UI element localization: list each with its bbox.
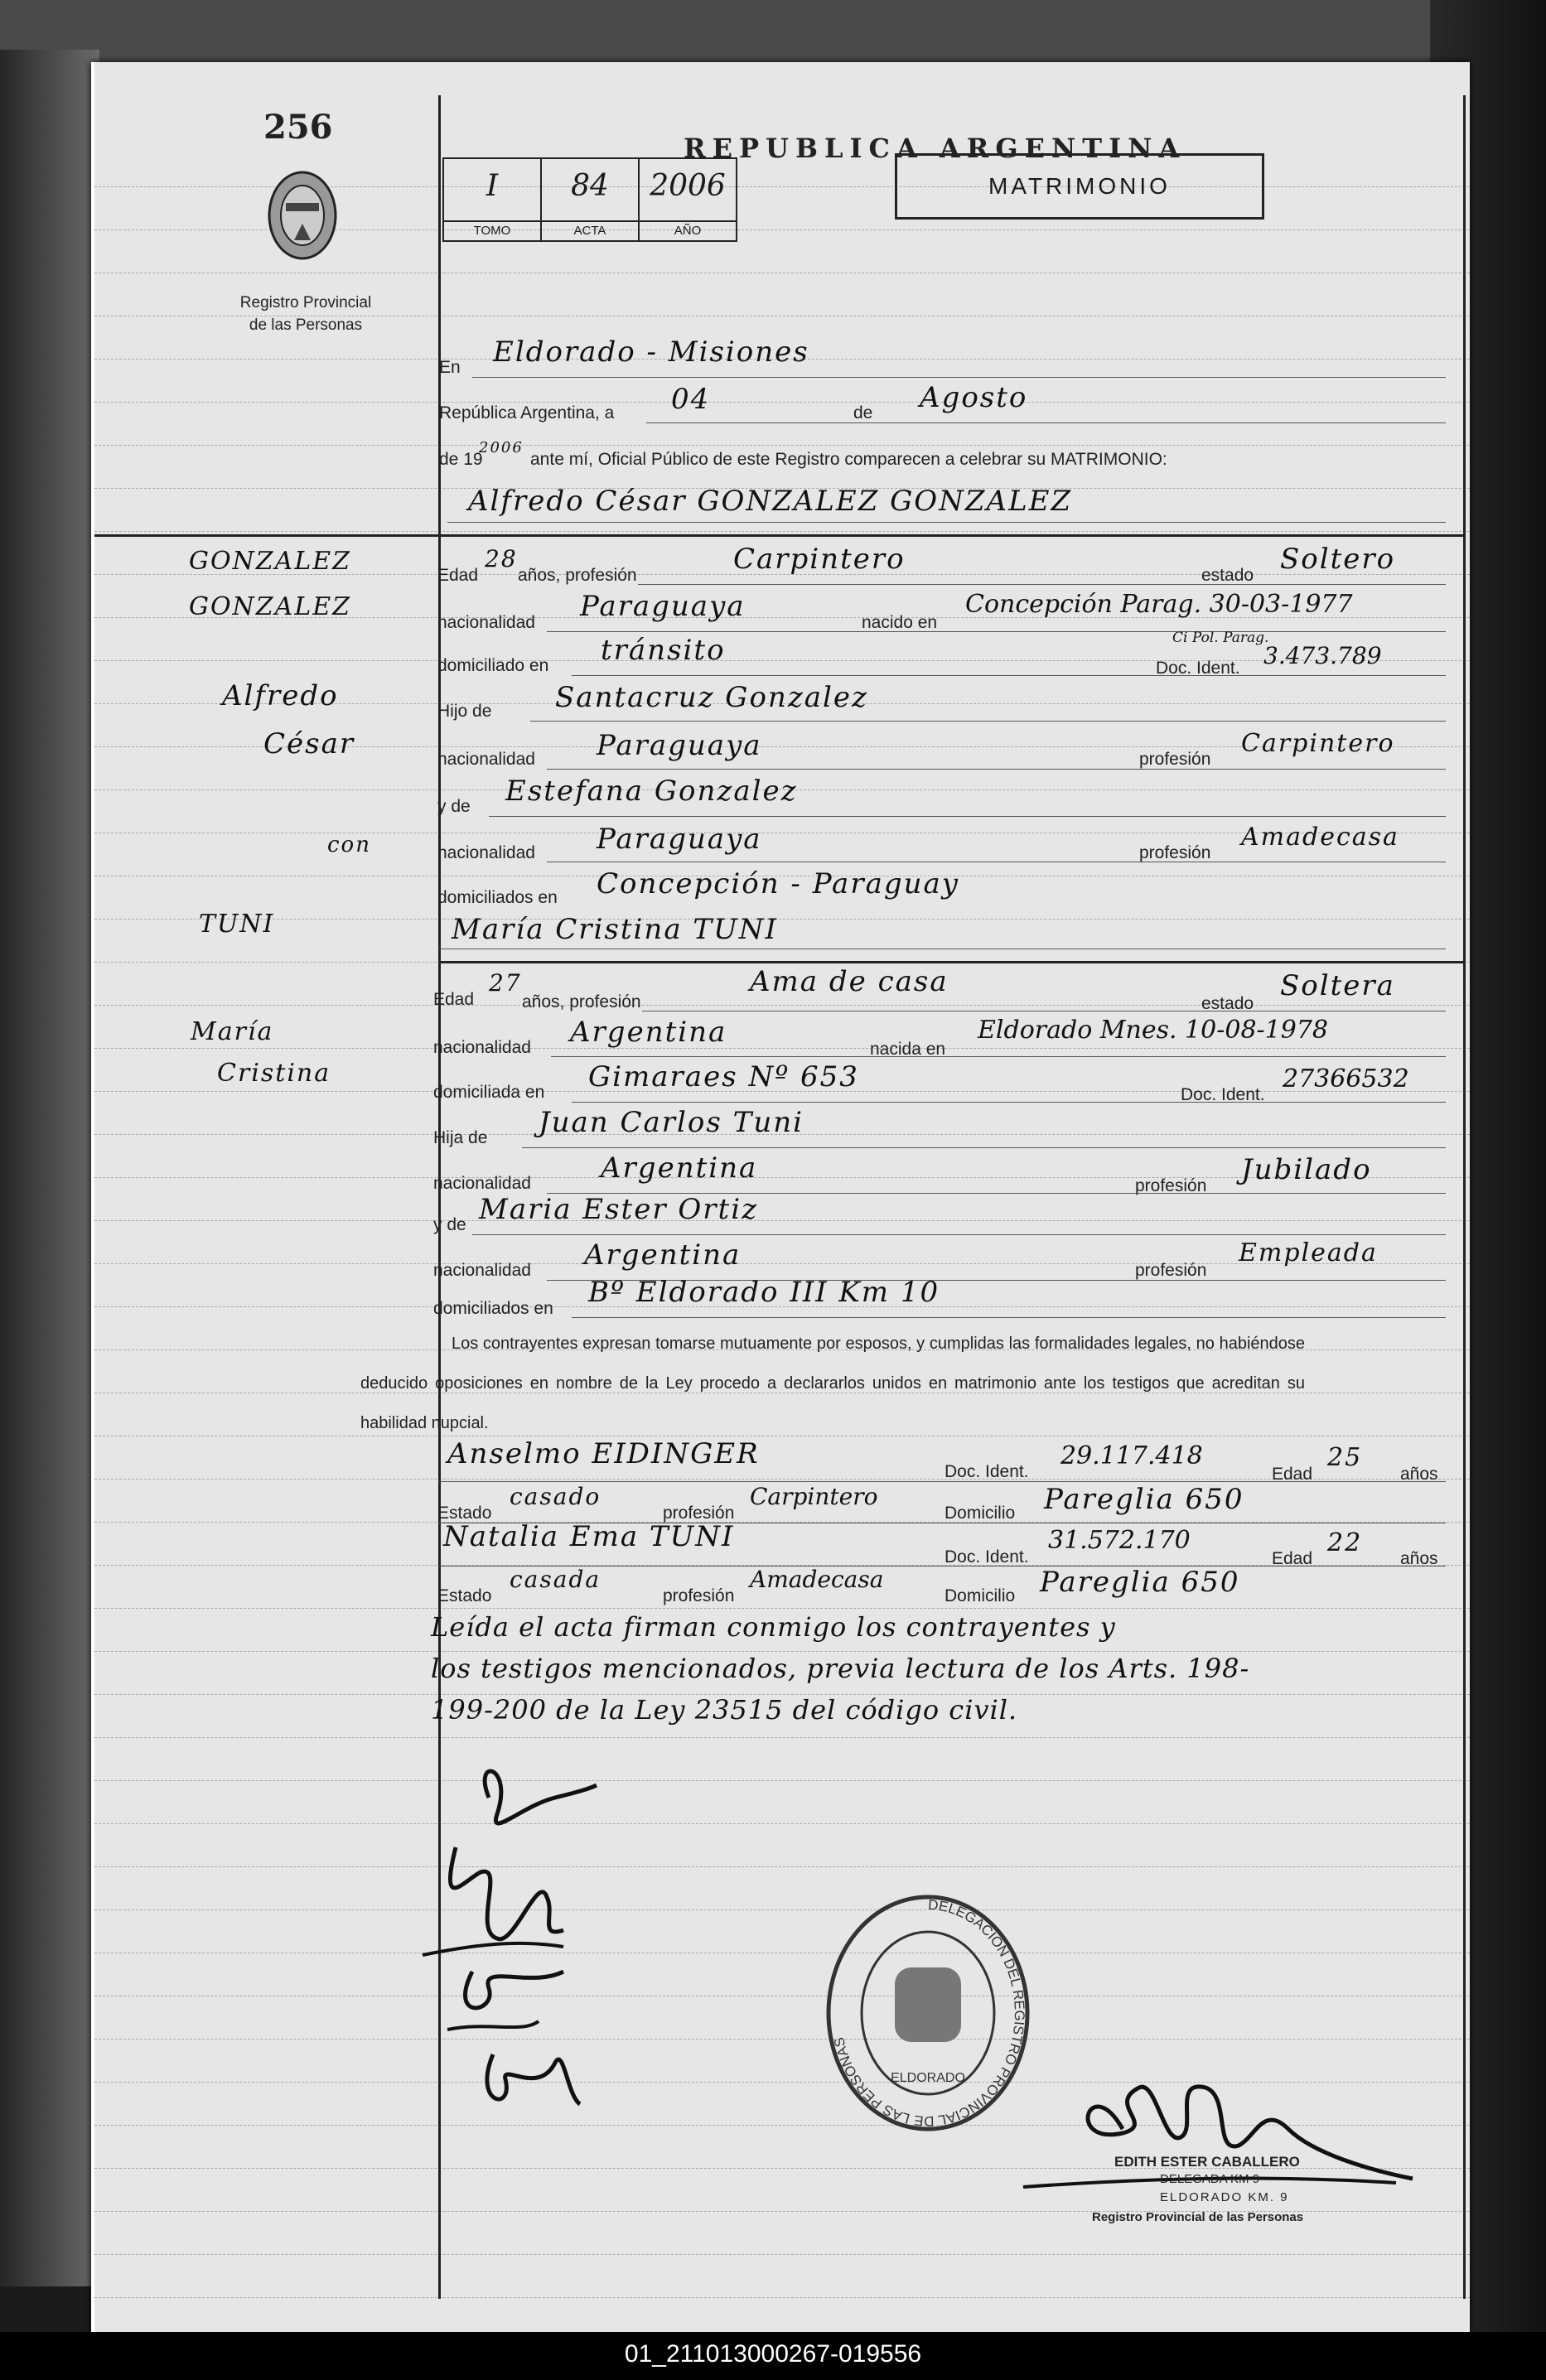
bride-profesion: Ama de casa (750, 965, 949, 998)
groom-edad: 28 (485, 545, 518, 572)
groom-estado-label: estado (1201, 566, 1254, 585)
witness1-doc-label: Doc. Ident. (945, 1462, 1029, 1481)
groom-padre-prof: Carpintero (1241, 729, 1395, 758)
groom-estado: Soltero (1280, 543, 1396, 576)
witness2-estado: casada (510, 1566, 601, 1593)
groom-dom-label: domiciliado en (437, 656, 549, 675)
en-label: En (439, 358, 461, 377)
registry-line-2: de las Personas (249, 316, 363, 334)
document-type-box: MATRIMONIO (895, 153, 1264, 220)
underline (472, 377, 1446, 378)
closing-line-3: 199-200 de la Ley 23515 del código civil. (431, 1694, 1018, 1726)
underline (439, 1481, 1446, 1482)
underline (547, 631, 1446, 632)
witness1-dom: Pareglia 650 (1044, 1483, 1244, 1516)
registry-line-1: Registro Provincial (239, 294, 372, 311)
witness1-edad-label: Edad (1272, 1465, 1313, 1484)
witness2-edad: 22 (1327, 1528, 1363, 1557)
groom-domicilio: tránsito (601, 634, 726, 667)
witness2-edad-label: Edad (1272, 1549, 1313, 1568)
bride-edad-label: Edad (433, 990, 475, 1009)
groom-full-name: Alfredo César GONZALEZ GONZALEZ (468, 485, 1073, 518)
section-divider-2 (438, 961, 1466, 963)
acta-box (542, 159, 640, 240)
bride-padre-nac-label: nacionalidad (433, 1174, 531, 1193)
witness1-estado: casado (510, 1483, 601, 1510)
groom-nacido-label: nacido en (862, 613, 938, 632)
bride-doc: 27366532 (1283, 1064, 1409, 1093)
bride-padre-prof-label: profesión (1135, 1176, 1207, 1195)
groom-doc-label: Doc. Ident. (1156, 659, 1240, 678)
closing-line-2: los testigos mencionados, previa lectura de los Arts. 198- (431, 1653, 1250, 1684)
underline (447, 522, 1446, 523)
witness1-estado-label: Estado (437, 1504, 492, 1523)
underline (530, 721, 1446, 722)
margin-con: con (327, 833, 371, 857)
place-value: Eldorado - Misiones (493, 336, 809, 369)
witness-signatures (398, 1748, 646, 2137)
groom-ci-note: Ci Pol. Parag. (1172, 630, 1269, 646)
ruled-line (94, 1220, 1470, 1221)
witness1-doc: 29.117.418 (1060, 1441, 1203, 1470)
underline (489, 816, 1446, 817)
bride-estado-label: estado (1201, 994, 1254, 1013)
bride-domicilio: Gimaraes Nº 653 (588, 1060, 859, 1093)
bride-padres-dom-label: domiciliados en (433, 1299, 553, 1318)
ruled-line (94, 1651, 1470, 1652)
bride-doc-label: Doc. Ident. (1181, 1085, 1265, 1104)
groom-madre-nac-label: nacionalidad (437, 843, 535, 862)
stamp-ring-text: DELEGACION DEL REGISTRO PROVINCIAL DE LAS PERSONAS (831, 1896, 1028, 2130)
ruled-line (94, 1048, 1470, 1049)
bride-nacionalidad: Argentina (570, 1016, 727, 1049)
bride-profesion-label: años, profesión (522, 992, 641, 1011)
ruled-line (94, 1909, 1470, 1910)
bride-estado: Soltera (1280, 969, 1395, 1002)
bride-madre: Maria Ester Ortiz (479, 1193, 758, 1226)
groom-nacido: Concepción Parag. 30-03-1977 (965, 590, 1353, 619)
underline (472, 1234, 1446, 1235)
groom-padre-prof-label: profesión (1139, 750, 1211, 769)
underline (572, 1317, 1446, 1318)
underline (572, 675, 1446, 676)
witness2-dom: Pareglia 650 (1040, 1566, 1240, 1599)
ruled-line (94, 445, 1470, 446)
underline (646, 422, 1446, 423)
background-left (0, 50, 99, 2286)
republica-label: República Argentina, a (439, 403, 615, 422)
witness2-prof: Amadecasa (750, 1566, 884, 1593)
country-title: REPUBLICA ARGENTINA (684, 133, 1186, 164)
groom-padre-nac: Paraguaya (597, 729, 762, 762)
bride-nacida: Eldorado Mnes. 10-08-1978 (978, 1016, 1329, 1045)
margin-surname-2: GONZALEZ (189, 592, 351, 621)
groom-madre-nac: Paraguaya (597, 823, 762, 856)
margin-bride-name-2: Cristina (217, 1059, 331, 1088)
groom-yde-label: y de (437, 797, 471, 816)
bride-padre-nac: Argentina (601, 1151, 758, 1185)
page-number: 256 (263, 108, 333, 147)
witness2-doc: 31.572.170 (1048, 1526, 1191, 1555)
ruled-line (94, 1005, 1470, 1006)
witness1-prof: Carpintero (750, 1483, 878, 1510)
groom-nac-label: nacionalidad (437, 613, 535, 632)
ruled-line (94, 919, 1470, 920)
month-value: Agosto (920, 381, 1028, 414)
bride-padre: Juan Carlos Tuni (539, 1106, 804, 1139)
groom-madre-prof-label: profesión (1139, 843, 1211, 862)
ruled-line (94, 2297, 1470, 2298)
groom-madre-prof: Amadecasa (1241, 823, 1399, 852)
stamp-center-text: ELDORADO (891, 2071, 965, 2085)
witness2-dom-label: Domicilio (945, 1586, 1016, 1605)
closing-line-1: Leída el acta firman conmigo los contrayentes y (431, 1611, 1116, 1643)
groom-madre: Estefana Gonzalez (505, 775, 798, 808)
ruled-line (94, 2254, 1470, 2255)
de-year-label: de 19 (439, 450, 483, 469)
declaration-paragraph: Los contrayentes expresan tomarse mutuamente por esposos, y cumplidas las formalidades legales, no habiéndose deducido oposiciones en nombre de la Ley procedo a declararlos unidos en matrimonio ante los testigos que acreditan su habilidad nupcial. (360, 1335, 1305, 1432)
underline (547, 769, 1446, 770)
bride-hija-label: Hija de (433, 1128, 488, 1147)
year-value: 2006 (479, 439, 524, 456)
ruled-line (94, 531, 1470, 532)
record-number-boxes (442, 157, 737, 242)
bride-dom-label: domiciliada en (433, 1083, 545, 1102)
acta-value: 84 (571, 169, 609, 203)
groom-padres-dom: Concepción - Paraguay (597, 867, 959, 900)
witness2-anos-label: años (1400, 1549, 1438, 1568)
appearance-sentence: ante mí, Oficial Público de este Registro comparecen a celebrar su MATRIMONIO: (530, 450, 1167, 469)
underline (522, 1147, 1446, 1148)
witness2-prof-label: profesión (663, 1586, 735, 1605)
ruled-line (94, 1866, 1470, 1867)
groom-padre: Santacruz Gonzalez (555, 681, 868, 714)
underline (638, 584, 1446, 585)
margin-groom-name-2: César (263, 727, 355, 760)
groom-hijo-label: Hijo de (437, 702, 492, 721)
registrar-signature (1015, 2054, 1429, 2212)
registrar-place: ELDORADO KM. 9 (1160, 2190, 1289, 2204)
margin-surname-1: GONZALEZ (189, 547, 351, 576)
bride-edad: 27 (489, 969, 522, 997)
underline (572, 1102, 1446, 1103)
underline (551, 1056, 1446, 1057)
bride-nacida-label: nacida en (870, 1040, 946, 1059)
witness1-prof-label: profesión (663, 1504, 735, 1523)
tomo-label: TOMO (444, 220, 540, 240)
witness2-estado-label: Estado (437, 1586, 492, 1605)
register-page (91, 62, 1470, 2332)
bride-madre-nac: Argentina (584, 1238, 742, 1272)
bride-full-name: María Cristina TUNI (452, 913, 778, 946)
section-divider-1 (438, 534, 1466, 537)
ruled-line (94, 1479, 1470, 1480)
coat-of-arms-logo (261, 166, 344, 273)
witness1-dom-label: Domicilio (945, 1504, 1016, 1523)
witness1-edad: 25 (1327, 1443, 1363, 1472)
registrar-title: DELEGADA KM 9 (1160, 2172, 1260, 2186)
witness2-name: Natalia Ema TUNI (443, 1520, 735, 1553)
ano-box (640, 159, 736, 240)
bride-yde-label: y de (433, 1215, 466, 1234)
tomo-value: I (486, 169, 499, 203)
bride-madre-nac-label: nacionalidad (433, 1261, 531, 1280)
registrar-registry: Registro Provincial de las Personas (1092, 2210, 1304, 2224)
margin-groom-name-1: Alfredo (222, 679, 339, 712)
groom-doc: 3.473.789 (1263, 642, 1382, 669)
ruled-line (94, 1823, 1470, 1824)
ruled-line (94, 402, 1470, 403)
margin-divider (94, 534, 438, 537)
official-round-stamp (816, 1885, 1040, 2141)
ruled-line (94, 1737, 1470, 1738)
groom-padre-nac-label: nacionalidad (437, 750, 535, 769)
bride-nac-label: nacionalidad (433, 1038, 531, 1057)
groom-profesion-label: años, profesión (518, 566, 637, 585)
de-label: de (853, 403, 873, 422)
groom-nacionalidad: Paraguaya (580, 590, 746, 623)
bride-madre-prof: Empleada (1239, 1238, 1378, 1267)
margin-bride-name-1: María (191, 1017, 274, 1046)
groom-edad-label: Edad (437, 566, 479, 585)
witness1-name: Anselmo EIDINGER (447, 1437, 760, 1470)
ano-label: AÑO (640, 220, 736, 240)
acta-label: ACTA (542, 220, 638, 240)
bride-padres-dom: Bº Eldorado III Km 10 (588, 1276, 940, 1309)
witness1-anos-label: años (1400, 1465, 1438, 1484)
image-caption: 01_211013000267-019556 (624, 2340, 922, 2368)
witness2-doc-label: Doc. Ident. (945, 1547, 1029, 1567)
registrar-name: EDITH ESTER CABALLERO (1114, 2154, 1300, 2170)
tomo-box (444, 159, 542, 240)
page-right-border (1463, 95, 1466, 2299)
bride-madre-prof-label: profesión (1135, 1261, 1207, 1280)
ruled-line (94, 2039, 1470, 2040)
groom-profesion: Carpintero (733, 543, 906, 576)
day-value: 04 (671, 383, 711, 416)
ruled-line (94, 1780, 1470, 1781)
ruled-line (94, 1608, 1470, 1609)
bride-padre-prof: Jubilado (1241, 1153, 1372, 1186)
margin-bride-surname: TUNI (199, 910, 275, 939)
groom-padres-dom-label: domiciliados en (437, 888, 558, 907)
ano-value: 2006 (650, 169, 726, 203)
